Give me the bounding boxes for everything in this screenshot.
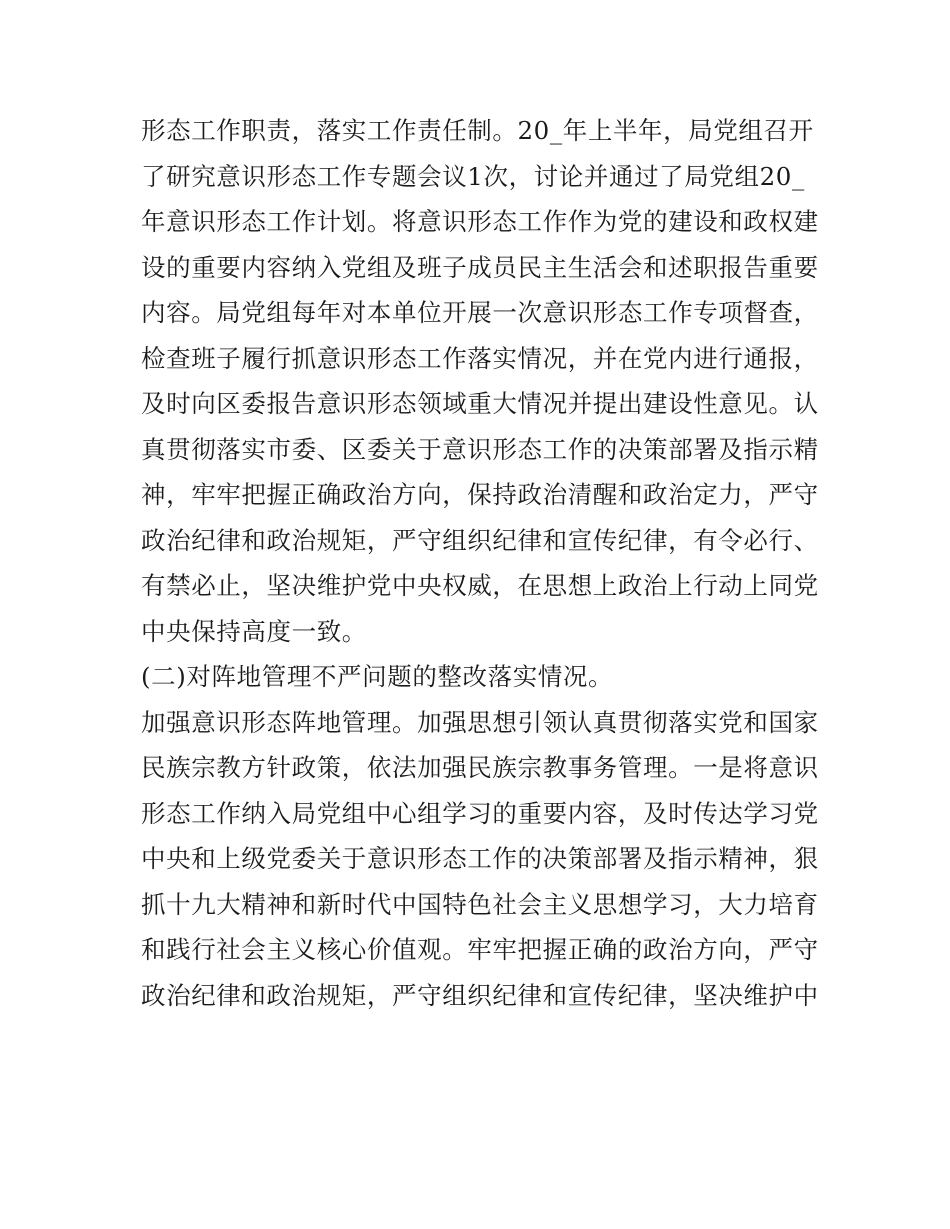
text-line: 神，牢牢把握正确政治方向，保持政治清醒和政治定力，严守 xyxy=(141,480,819,509)
text-line: 中央保持高度一致。 xyxy=(141,616,367,646)
text-line: 中央和上级党委关于意识形态工作的决策部署及指示精神，狠 xyxy=(141,844,819,873)
text-line: 及时向区委报告意识形态领域重大情况并提出建设性意见。认 xyxy=(141,389,819,418)
text-line: 政治纪律和政治规矩，严守组织纪律和宣传纪律，坚决维护中 xyxy=(141,980,819,1010)
text-line: 检查班子履行抓意识形态工作落实情况，并在党内进行通报， xyxy=(141,343,819,373)
text-line: 民族宗教方针政策，依法加强民族宗教事务管理。一是将意识 xyxy=(141,753,819,782)
text-line: 年意识形态工作计划。将意识形态工作作为党的建设和政权建 xyxy=(141,207,819,236)
text-line: 加强意识形态阵地管理。加强思想引领认真贯彻落实党和国家 xyxy=(141,707,819,737)
text-line: 了研究意识形态工作专题会议1次，讨论并通过了局党组20_ xyxy=(141,161,805,191)
text-line: 内容。局党组每年对本单位开展一次意识形态工作专项督查， xyxy=(141,298,819,327)
text-line: 形态工作纳入局党组中心组学习的重要内容，及时传达学习党 xyxy=(141,798,819,828)
text-line: 设的重要内容纳入党组及班子成员民主生活会和述职报告重要 xyxy=(141,252,819,282)
section-heading: (二)对阵地管理不严问题的整改落实情况。 xyxy=(141,662,614,691)
body-text xyxy=(141,108,821,1018)
text-line: 有禁必止，坚决维护党中央权威，在思想上政治上行动上同党 xyxy=(141,571,819,600)
text-line: 真贯彻落实市委、区委关于意识形态工作的决策部署及指示精 xyxy=(141,434,819,464)
text-line: 和践行社会主义核心价值观。牢牢把握正确的政治方向，严守 xyxy=(141,935,819,964)
text-line: 政治纪律和政治规矩，严守组织纪律和宣传纪律，有令必行、 xyxy=(141,525,819,555)
text-line: 抓十九大精神和新时代中国特色社会主义思想学习，大力培育 xyxy=(141,889,819,919)
text-line: 形态工作职责，落实工作责任制。20_年上半年，局党组召开 xyxy=(141,116,814,145)
